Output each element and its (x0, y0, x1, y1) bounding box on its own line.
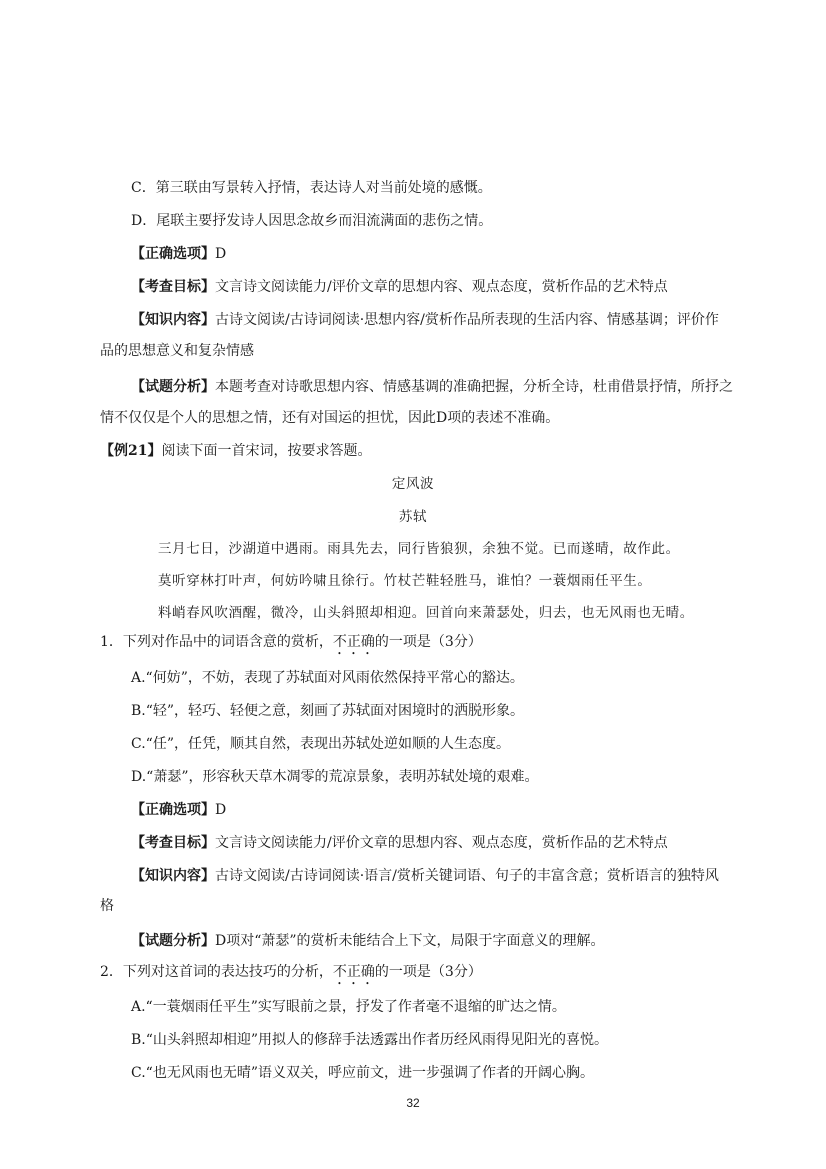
answer-text: D (215, 246, 227, 262)
q1-option-a: A.“何妨”，不妨，表现了苏轼面对风雨依然保持平常心的豁达。 (131, 670, 524, 686)
q1-option-d: D.“萧瑟”，形容秋天草木凋零的荒凉景象，表明苏轼处境的艰难。 (131, 769, 539, 785)
analysis-text: D项对“萧瑟”的赏析未能结合上下文，局限于字面意义的理解。 (215, 933, 605, 949)
q1-stem-emphasis: 不正确 (332, 634, 375, 650)
target-label: 【考查目标】 (131, 279, 215, 295)
poem-author: 苏轼 (398, 509, 428, 525)
knowledge-text: 古诗文阅读/古诗词阅读·思想内容/赏析作品所表现的生活内容、情感基调；评价作 (215, 312, 719, 328)
poem-line-2: 料峭春风吹酒醒，微冷，山头斜照却相迎。回首向来萧瑟处，归去，也无风雨也无晴。 (158, 605, 694, 621)
q1-option-b: B.“轻”，轻巧、轻便之意，刻画了苏轼面对困境时的洒脱形象。 (131, 703, 525, 719)
prev-analysis (131, 377, 733, 397)
page-number: 32 (406, 1096, 420, 1110)
prev-option-d: D．尾联主要抒发诗人因思念故乡而泪流满面的悲伤之情。 (131, 213, 493, 229)
q1-answer (131, 800, 226, 820)
poem-title: 定风波 (391, 476, 435, 492)
prev-analysis-cont: 情不仅仅是个人的思想之情，还有对国运的担忧，因此D项的表述不准确。 (100, 410, 560, 426)
q2-option-b: B.“山头斜照却相迎”用拟人的修辞手法透露出作者历经风雨得见阳光的喜悦。 (131, 1032, 609, 1048)
q1-stem (100, 632, 482, 658)
q2-option-c: C.“也无风雨也无晴”语义双关，呼应前文，进一步强调了作者的开阔心胸。 (131, 1065, 594, 1081)
knowledge-label: 【知识内容】 (131, 868, 215, 884)
q2-stem-pre: 2．下列对这首词的表达技巧的分析， (100, 964, 333, 980)
target-text: 文言诗文阅读能力/评价文章的思想内容、观点态度，赏析作品的艺术特点 (215, 279, 668, 295)
answer-text: D (215, 802, 227, 818)
q1-knowledge (131, 866, 719, 886)
prev-target (131, 277, 668, 297)
example-instruction: 阅读下面一首宋词，按要求答题。 (161, 443, 372, 459)
q1-analysis (131, 931, 605, 951)
prev-option-c: C．第三联由写景转入抒情，表达诗人对当前处境的感慨。 (131, 180, 492, 196)
target-label: 【考查目标】 (131, 835, 215, 851)
q1-knowledge-cont: 格 (100, 898, 114, 914)
prev-knowledge (131, 310, 719, 330)
q2-option-a: A.“一蓑烟雨任平生”实写眼前之景，抒发了作者毫不退缩的旷达之情。 (131, 999, 566, 1015)
poem-preface: 三月七日，沙湖道中遇雨。雨具先去，同行皆狼狈，余独不觉。已而遂晴，故作此。 (158, 541, 680, 557)
q2-stem (100, 962, 482, 988)
analysis-text: 本题考查对诗歌思想内容、情感基调的准确把握，分析全诗，杜甫借景抒情，所抒之 (215, 379, 733, 395)
analysis-label: 【试题分析】 (131, 379, 215, 395)
poem-line-1: 莫听穿林打叶声，何妨吟啸且徐行。竹杖芒鞋轻胜马，谁怕？一蓑烟雨任平生。 (158, 573, 652, 589)
q2-stem-emphasis: 不正确 (332, 964, 375, 980)
example-heading (100, 441, 371, 461)
prev-knowledge-cont: 品的思想意义和复杂情感 (100, 343, 254, 359)
answer-label: 【正确选项】 (131, 246, 215, 262)
knowledge-label: 【知识内容】 (131, 312, 215, 328)
q1-target (131, 833, 668, 853)
knowledge-text: 古诗文阅读/古诗词阅读·语言/赏析关键词语、句子的丰富含意；赏析语言的独特风 (215, 868, 719, 884)
answer-label: 【正确选项】 (131, 802, 215, 818)
q1-option-c: C.“任”，任凭，顺其自然，表现出苏轼处逆如顺的人生态度。 (131, 736, 510, 752)
analysis-label: 【试题分析】 (131, 933, 215, 949)
q1-stem-post: 的一项是（3分） (374, 634, 482, 650)
target-text: 文言诗文阅读能力/评价文章的思想内容、观点态度，赏析作品的艺术特点 (215, 835, 668, 851)
q1-stem-pre: 1．下列对作品中的词语含意的赏析， (100, 634, 333, 650)
prev-answer (131, 244, 226, 264)
example-label: 【例21】 (100, 443, 162, 459)
q2-stem-post: 的一项是（3分） (374, 964, 482, 980)
